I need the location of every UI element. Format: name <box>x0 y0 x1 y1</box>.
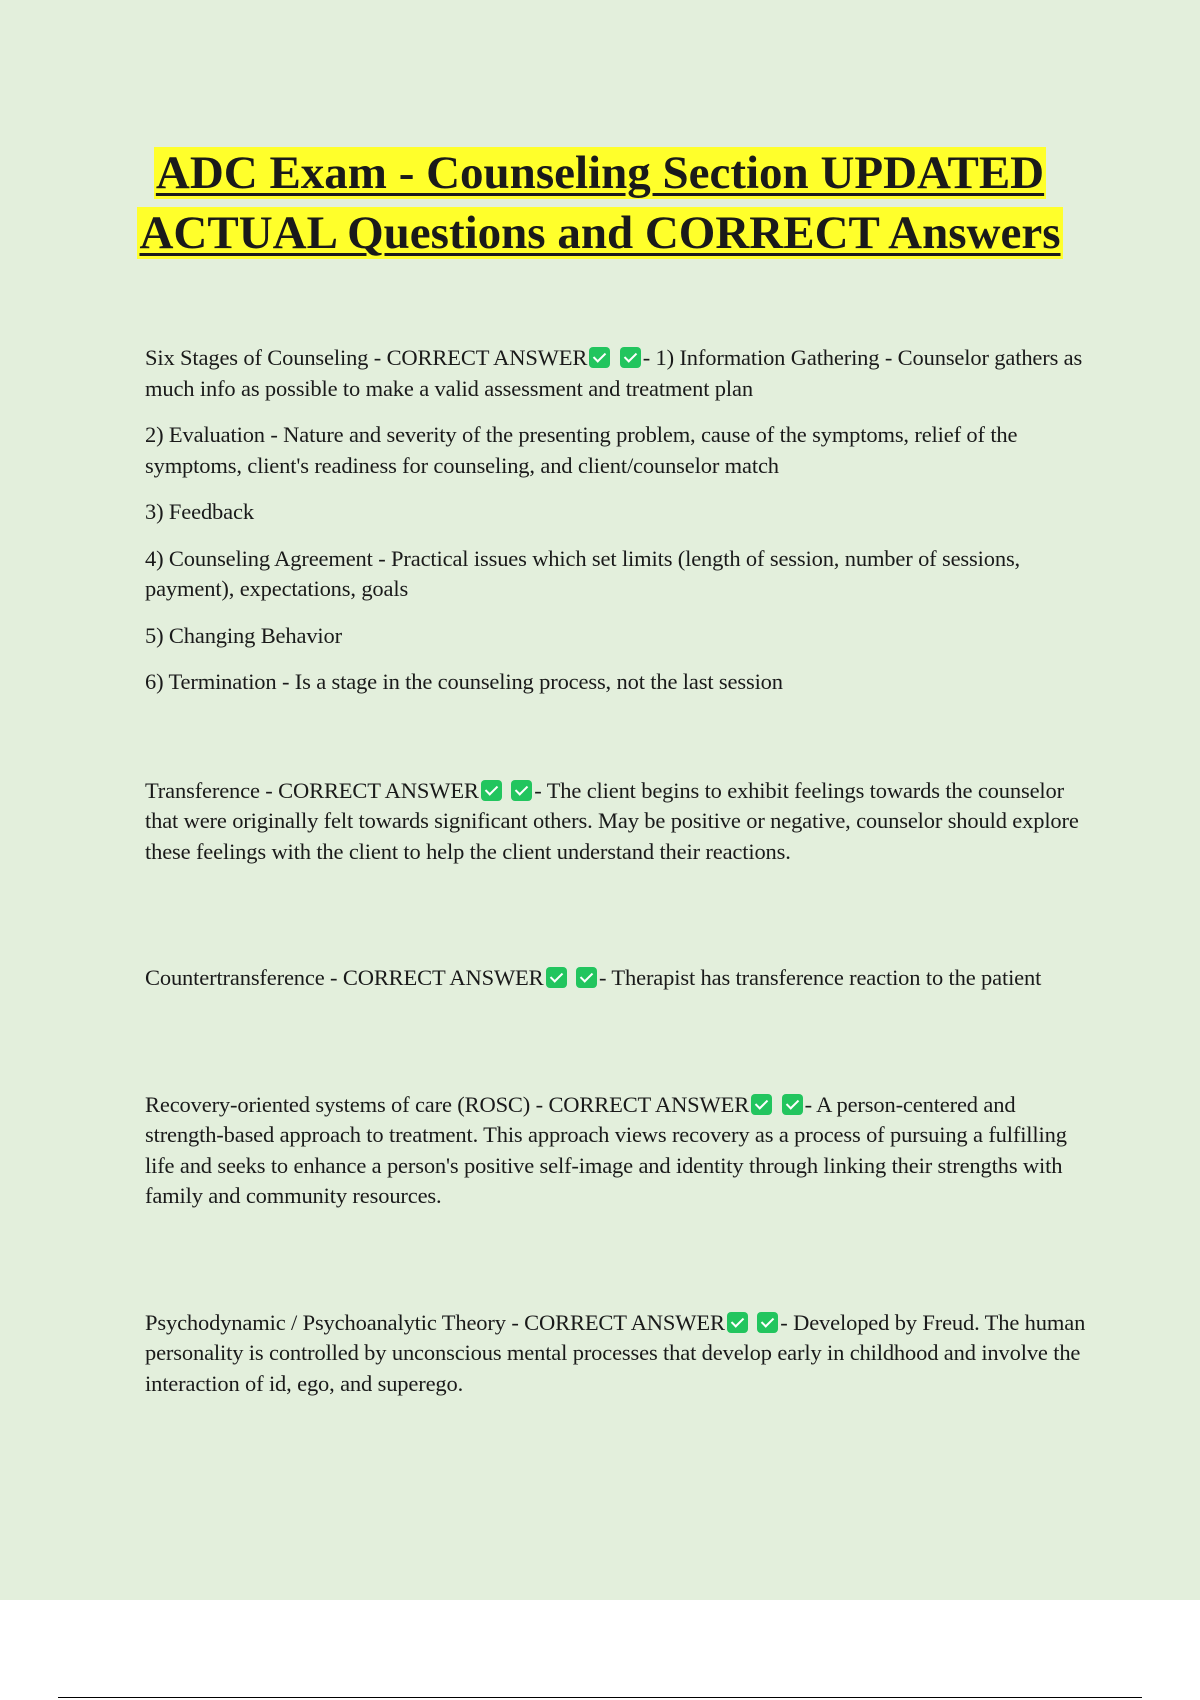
answer-marker: CORRECT ANSWER <box>342 965 544 990</box>
footer-divider <box>58 1697 1142 1698</box>
check-box-icon <box>757 1312 778 1333</box>
qa-answer-line: 3) Feedback <box>145 499 254 524</box>
check-box-icon <box>589 347 610 368</box>
answer-marker: CORRECT ANSWER <box>548 1091 750 1117</box>
check-box-icon <box>620 347 641 368</box>
title-highlight: ADC Exam - Counseling Section UPDATED ACTUAL Questions and CORRECT Answers <box>139 147 1061 259</box>
qa-term: Recovery-oriented systems of care (ROSC) <box>145 1091 531 1117</box>
check-box-icon <box>727 1312 748 1333</box>
qa-answer: Developed by Freud. The human personality is controlled by unconscious mental processes that develop early in childhood and involve the interaction of id, ego, and superego. <box>145 1309 1086 1396</box>
check-box-icon <box>546 967 567 988</box>
qa-answer: The client begins to exhibit feelings towards the counselor that were originally felt towards significant others. May be positive or negative, counselor should explore these feelings with the client to help the client understand their reactions. <box>145 777 1079 864</box>
qa-item: Six Stages of Counseling - CORRECT ANSWER - 1) Information Gathering - Counselor gathers as much info as possible to make a valid assessment and treatment plan <box>145 345 1083 401</box>
check-box-icon <box>511 780 532 801</box>
qa-term: Psychodynamic / Psychoanalytic Theory <box>145 1309 506 1335</box>
qa-item: Recovery-oriented systems of care (ROSC) - CORRECT ANSWER - A person-centered and strength-based approach to treatment. This approach views recovery as a process of pursuing a fulfilling life and seeks to enhance a person's positive self-image and identity through linking their strengths with family and community resources. <box>145 1091 1067 1208</box>
document-title <box>100 143 1100 263</box>
answer-marker: CORRECT ANSWER <box>524 1309 725 1335</box>
qa-answer: Therapist has transference reaction to the patient <box>611 965 1042 990</box>
qa-answer-line: 5) Changing Behavior <box>145 622 342 648</box>
qa-answer-line: 2) Evaluation - Nature and severity of the presenting problem, cause of the symptoms, relief of the symptoms, client's readiness for counseling, and client/counselor match <box>145 422 1018 478</box>
check-box-icon <box>576 967 597 988</box>
qa-term: Countertransference <box>145 965 325 990</box>
qa-answer-line: 4) Counseling Agreement - Practical issues which set limits (length of session, number of sessions, payment), expectations, goals <box>145 545 1021 601</box>
check-box-icon <box>751 1094 772 1115</box>
qa-item: Psychodynamic / Psychoanalytic Theory - CORRECT ANSWER - Developed by Freud. The human personality is controlled by unconscious mental processes that develop early in childhood and involve the interaction of id, ego, and superego. <box>145 1309 1086 1396</box>
answer-marker: CORRECT ANSWER <box>386 345 588 370</box>
check-box-icon <box>782 1094 803 1115</box>
qa-answer: A person-centered and strength-based approach to treatment. This approach views recovery as a process of pursuing a fulfilling life and seeks to enhance a person's positive self-image and identity through linking their strengths with family and community resources. <box>145 1091 1067 1208</box>
qa-item: Countertransference - CORRECT ANSWER - Therapist has transference reaction to the patient <box>145 965 1042 990</box>
qa-term: Six Stages of Counseling <box>145 345 369 370</box>
qa-answer-line: 6) Termination - Is a stage in the counseling process, not the last session <box>145 669 783 694</box>
check-box-icon <box>481 780 502 801</box>
qa-item: Transference - CORRECT ANSWER - The client begins to exhibit feelings towards the counselor that were originally felt towards significant others. May be positive or negative, counselor should explore these feelings with the client to help the client understand their reactions. <box>145 777 1079 864</box>
qa-answer: 1) Information Gathering - Counselor gathers as much info as possible to make a valid assessment and treatment plan <box>145 345 1083 401</box>
qa-term: Transference <box>145 777 260 803</box>
qa-content <box>145 343 1090 1399</box>
answer-marker: CORRECT ANSWER <box>278 777 479 803</box>
